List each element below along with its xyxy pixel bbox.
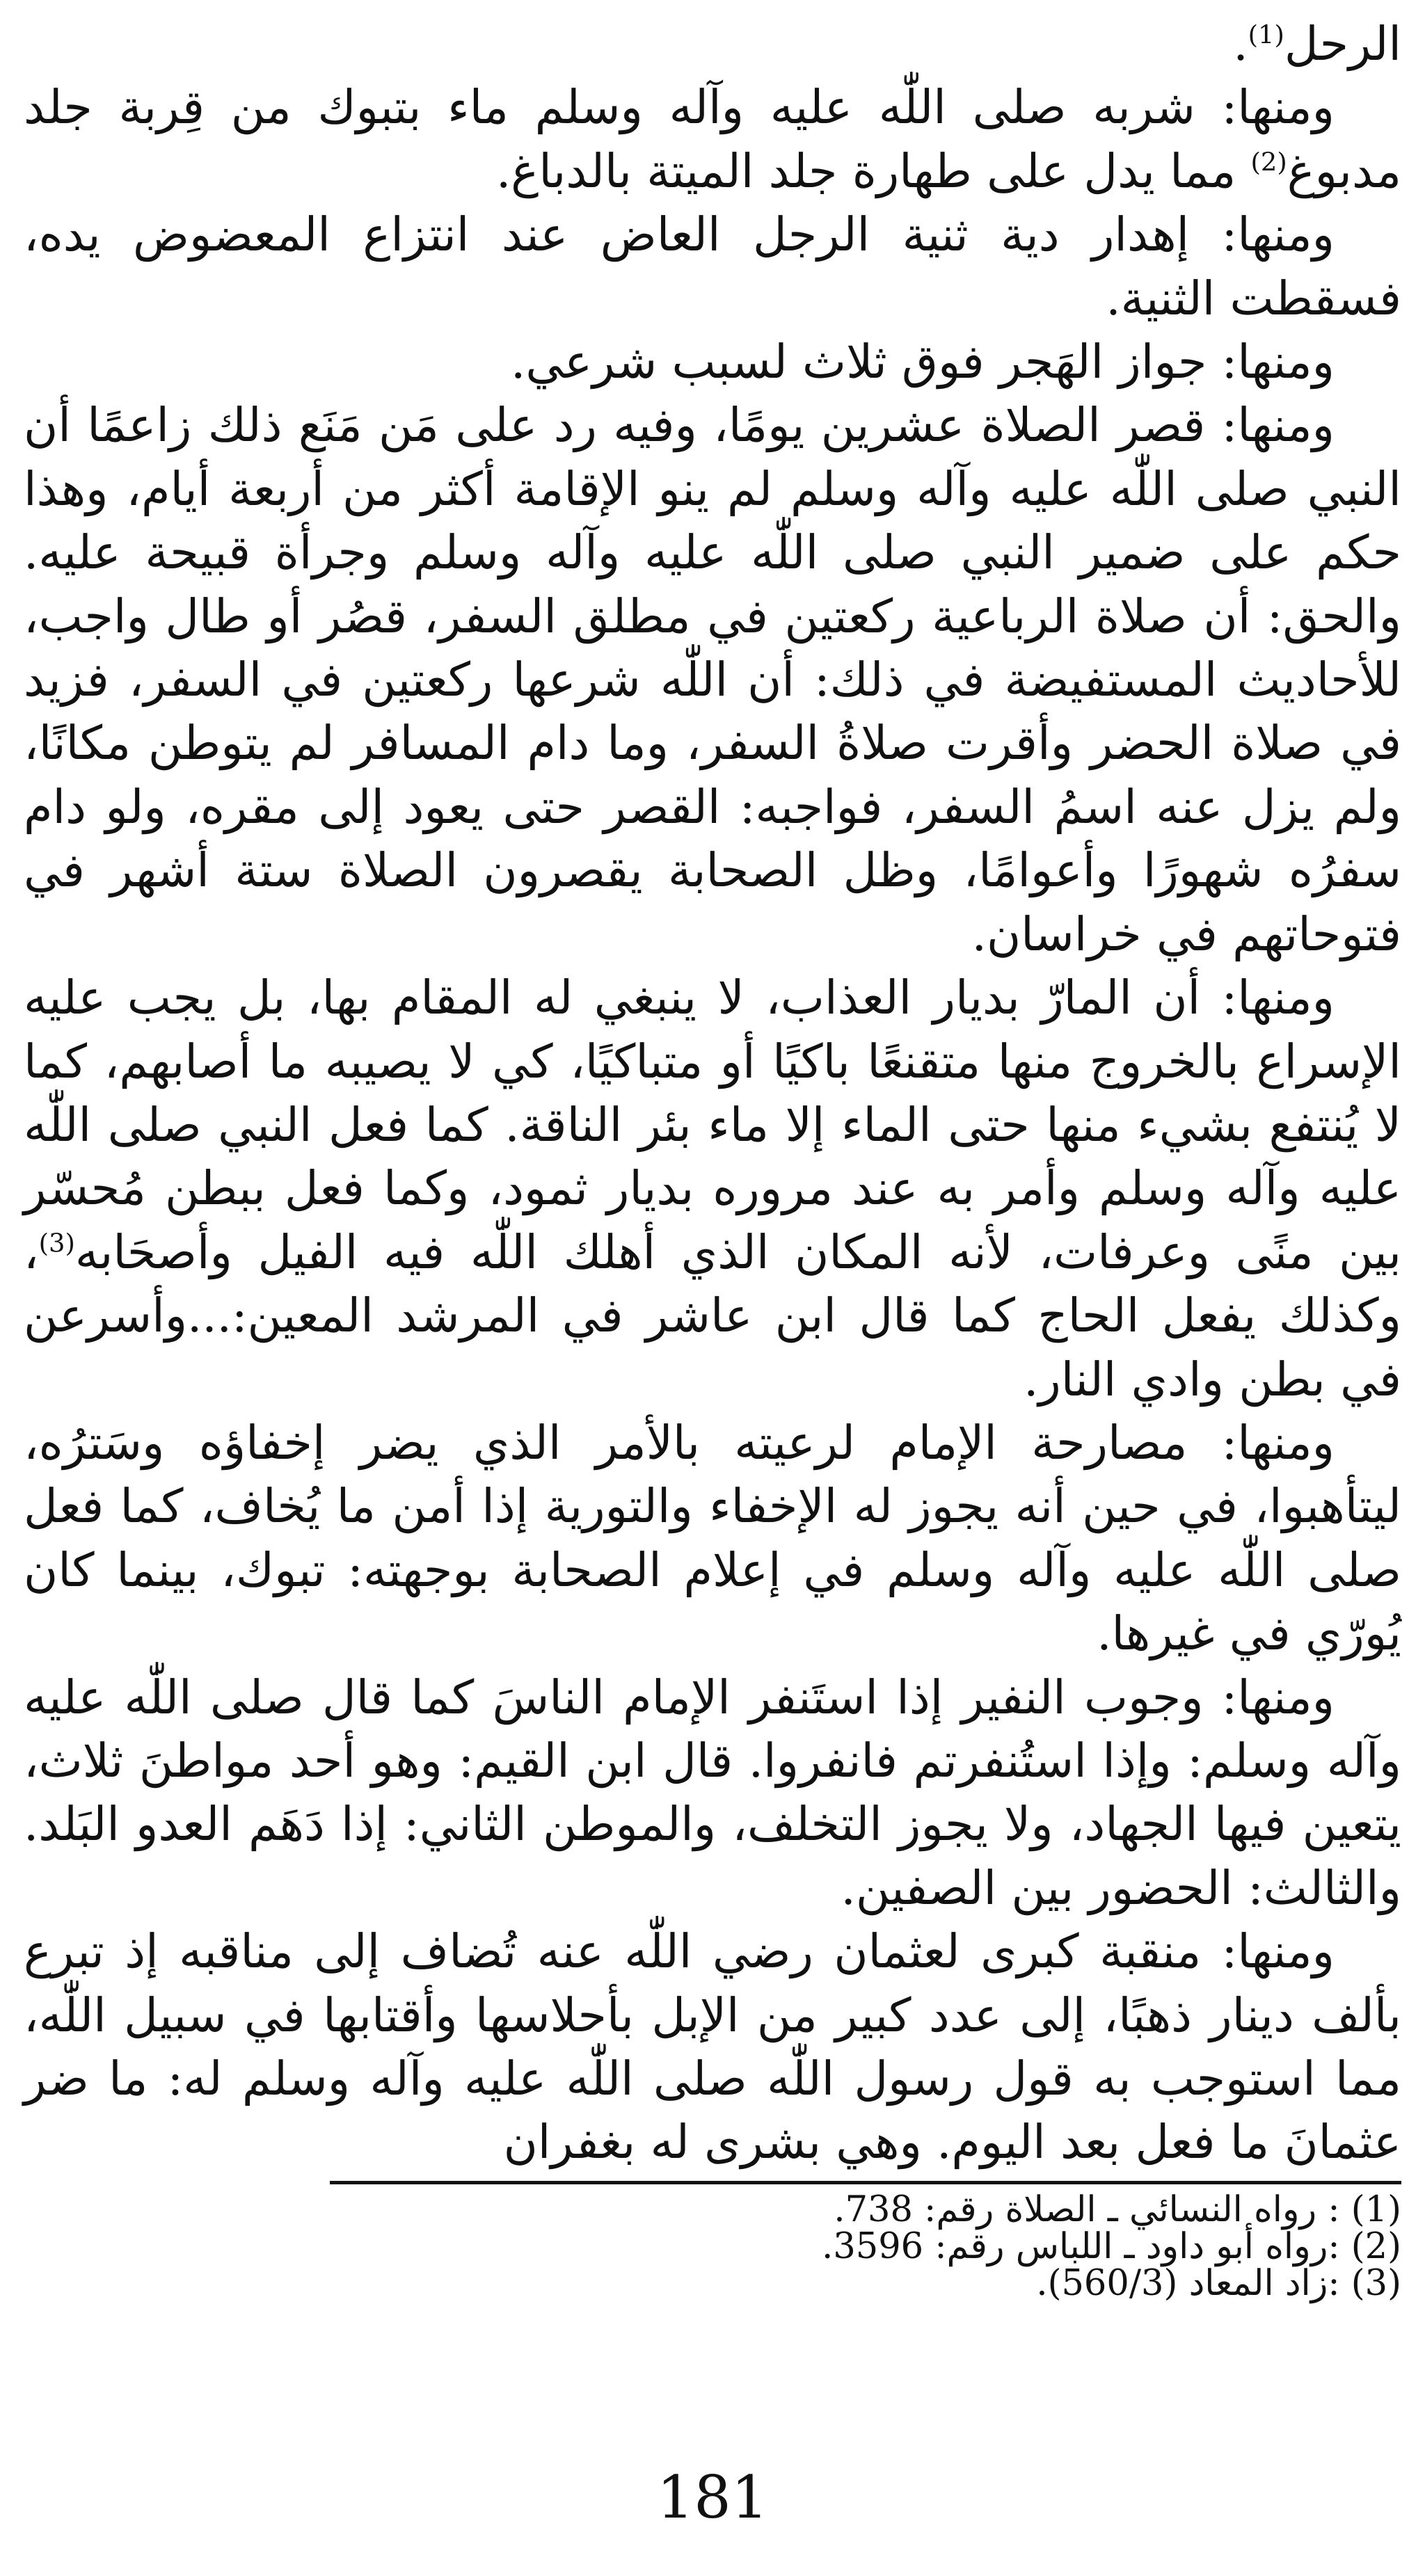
footnote-2: (2) :رواه أبو داود ـ اللباس رقم: 3596. [822, 2226, 1401, 2267]
footnotes [24, 2191, 1401, 2302]
paragraph-3: ومنها: إهدار دية ثنية الرجل العاض عند انتزاع المعضوض يده، فسقطت الثنية. [24, 207, 1401, 326]
footnote-ref-1: (1) [1248, 19, 1284, 50]
footnote-ref-2: (2) [1250, 147, 1287, 177]
footnote-ref-3: (3) [38, 1228, 75, 1258]
paragraph-2: ومنها: شربه صلى اللّٰه عليه وآله وسلم ماء بتبوك من قِربة جلد مدبوغ$^{(2)}$ مما يدل على طهارة جلد الميتة بالدباغ. [24, 80, 1401, 198]
paragraph-6: ومنها: أن المارّ بديار العذاب، لا ينبغي له المقام بها، بل يجب عليه الإسراع بالخروج منها متقنعًا باكيًا أو متباكيًا، كي لا يصيبه ما أصابهم، كما لا يُنتفع بشيء منها حتى الماء إلا ماء بئر الناقة. كما فعل النبي صلى اللّٰه عليه وآله وسلم وأمر به عند مروره بديار ثمود، وكما فعل ببطن مُحسّر بين منًى وعرفات، لأنه المكان الذي أهلك اللّٰه فيه الفيل وأصحَابه$^{(3)}$، وكذلك يفعل الحاج كما قال ابن عاشر في المرشد المعين:...وأسرعن في بطن وادي النار. [24, 970, 1402, 1407]
footnote-3: (3) :زاد المعاد (560/3). [1036, 2263, 1401, 2304]
footnote-separator [330, 2181, 1401, 2184]
paragraph-8: ومنها: وجوب النفير إذا استَنفر الإمام الناسَ كما قال صلى اللّٰه عليه وآله وسلم: وإذا استُنفرتم فانفروا. قال ابن القيم: وهو أحد مواطنَ ثلاث، يتعين فيها الجهاد، ولا يجوز التخلف، والموطن الثاني: إذا دَهَم العدو البَلد. والثالث: الحضور بين الصفين. [24, 1670, 1401, 1915]
paragraph-5: ومنها: قصر الصلاة عشرين يومًا، وفيه رد على مَن مَنَع ذلك زاعمًا أن النبي صلى اللّٰه عليه وآله وسلم لم ينو الإقامة أكثر من أربعة أيام، وهذا حكم على ضمير النبي صلى اللّٰه عليه وآله وسلم وجرأة قبيحة عليه. والحق: أن صلاة الرباعية ركعتين في مطلق السفر، قصُر أو طال واجب، للأحاديث المستفيضة في ذلك: أن اللّٰه شرعها ركعتين في السفر، فزيد في صلاة الحضر وأقرت صلاةُ السفر، وما دام المسافر لم يتوطن مكانًا، ولم يزل عنه اسمُ السفر، فواجبه: القصر حتى يعود إلى مقره، ولو دام سفرُه شهورًا وأعوامًا، وظل الصحابة يقصرون الصلاة ستة أشهر في فتوحاتهم في خراسان. [24, 398, 1401, 961]
paragraph-4: ومنها: جواز الهَجر فوق ثلاث لسبب شرعي. [511, 335, 1335, 390]
paragraph-9: ومنها: منقبة كبرى لعثمان رضي اللّٰه عنه تُضاف إلى مناقبه إذ تبرع بألف دينار ذهبًا، إلى عدد كبير من الإبل بأحلاسها وأقتابها في سبيل اللّٰه، مما استوجب به قول رسول اللّٰه صلى اللّٰه عليه وآله وسلم له: ما ضر عثمانَ ما فعل بعد اليوم. وهي بشرى له بغفران [24, 1924, 1401, 2170]
page-number: 181 [656, 2463, 769, 2531]
paragraph-1: الرحل$^{(1)}$. [1233, 17, 1401, 71]
footnote-1: (1) : رواه النسائي ـ الصلاة رقم: 738. [834, 2189, 1401, 2230]
paragraph-7: ومنها: مصارحة الإمام لرعيته بالأمر الذي يضر إخفاؤه وسَترُه، ليتأهبوا، في حين أنه يجوز له الإخفاء والتورية إذا أمن ما يُخاف، كما فعل صلى اللّٰه عليه وآله وسلم في إعلام الصحابة بوجهته: تبوك، بينما كان يُورّي في غيرها. [24, 1415, 1401, 1661]
main-text [24, 13, 1401, 2175]
